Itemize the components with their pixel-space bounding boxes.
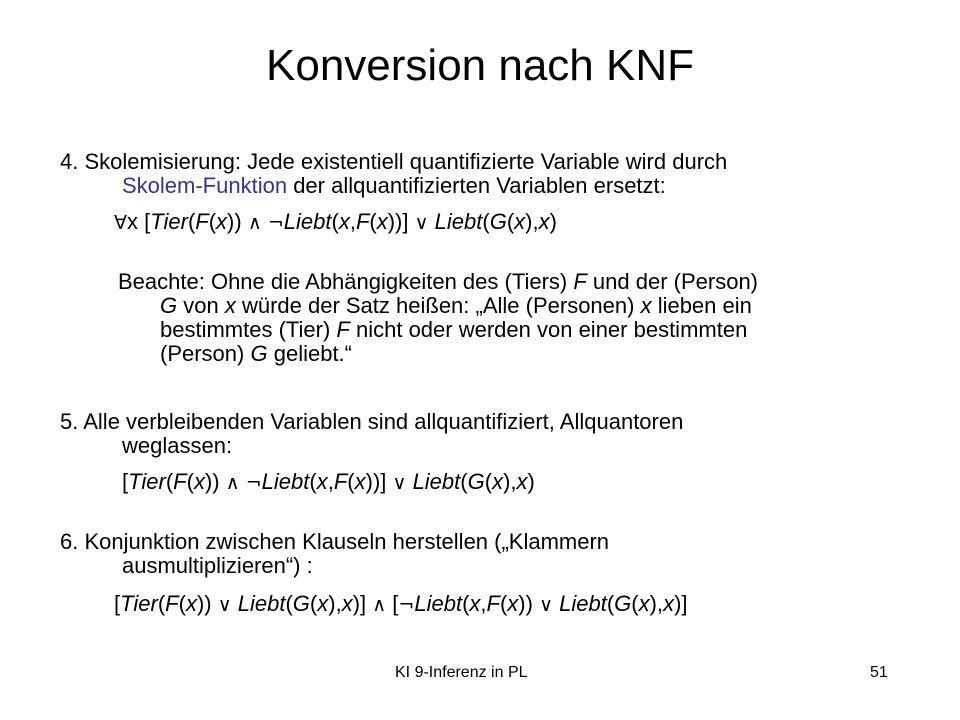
- page-number: 51: [870, 664, 888, 681]
- skolem-function-link[interactable]: Skolem-Funktion: [122, 173, 288, 198]
- step4-line2: [122, 174, 666, 198]
- not-symbol: ¬: [398, 594, 415, 616]
- or-symbol: ∨: [392, 472, 407, 494]
- and-symbol: ∧: [372, 594, 387, 616]
- not-symbol: ¬: [267, 212, 284, 234]
- step6-formula: [Tier(F(x)) ∨ Liebt(G(x),x)] ∧ [¬Liebt(x,F(x)) ∨ Liebt(G(x),x)]: [114, 591, 688, 616]
- or-symbol: ∨: [217, 594, 232, 616]
- and-symbol: ∧: [247, 212, 262, 234]
- step5-line2: weglassen:: [122, 433, 233, 458]
- or-symbol: ∨: [539, 594, 553, 616]
- and-symbol: ∧: [225, 472, 240, 494]
- step6-line1: 6. Konjunktion zwischen Klauseln herstellen („Klammern: [60, 529, 610, 554]
- forall-symbol: ∀: [114, 212, 127, 234]
- note-line2: G von x würde der Satz heißen: „Alle (Personen) x lieben ein: [160, 293, 752, 318]
- slide-title: Konversion nach KNF: [266, 41, 694, 90]
- or-symbol: ∨: [414, 212, 429, 234]
- note-line3: bestimmtes (Tier) F nicht oder werden von einer bestimmten: [160, 317, 748, 342]
- step5-formula: [Tier(F(x)) ∧ ¬Liebt(x,F(x))] ∨ Liebt(G(x),x): [122, 469, 535, 494]
- step4-line1: 4. Skolemisierung: Jede existentiell quantifizierte Variable wird durch: [60, 149, 728, 174]
- note-line1: Beachte: Ohne die Abhängigkeiten des (Tiers) F und der (Person): [118, 269, 759, 294]
- not-symbol: ¬: [245, 472, 262, 494]
- note-line4: (Person) G geliebt.“: [160, 341, 352, 366]
- step6-line2: ausmultiplizieren“) :: [122, 553, 313, 578]
- step4-line2-rest: der allquantifizierten Variablen ersetzt:: [287, 173, 666, 198]
- step4-formula: ∀x [Tier(F(x)) ∧ ¬Liebt(x,F(x))] ∨ Liebt(G(x),x): [114, 209, 557, 234]
- step5-line1: 5. Alle verbleibenden Variablen sind allquantifiziert, Allquantoren: [60, 409, 684, 434]
- footer-course: KI 9-Inferenz in PL: [395, 664, 528, 681]
